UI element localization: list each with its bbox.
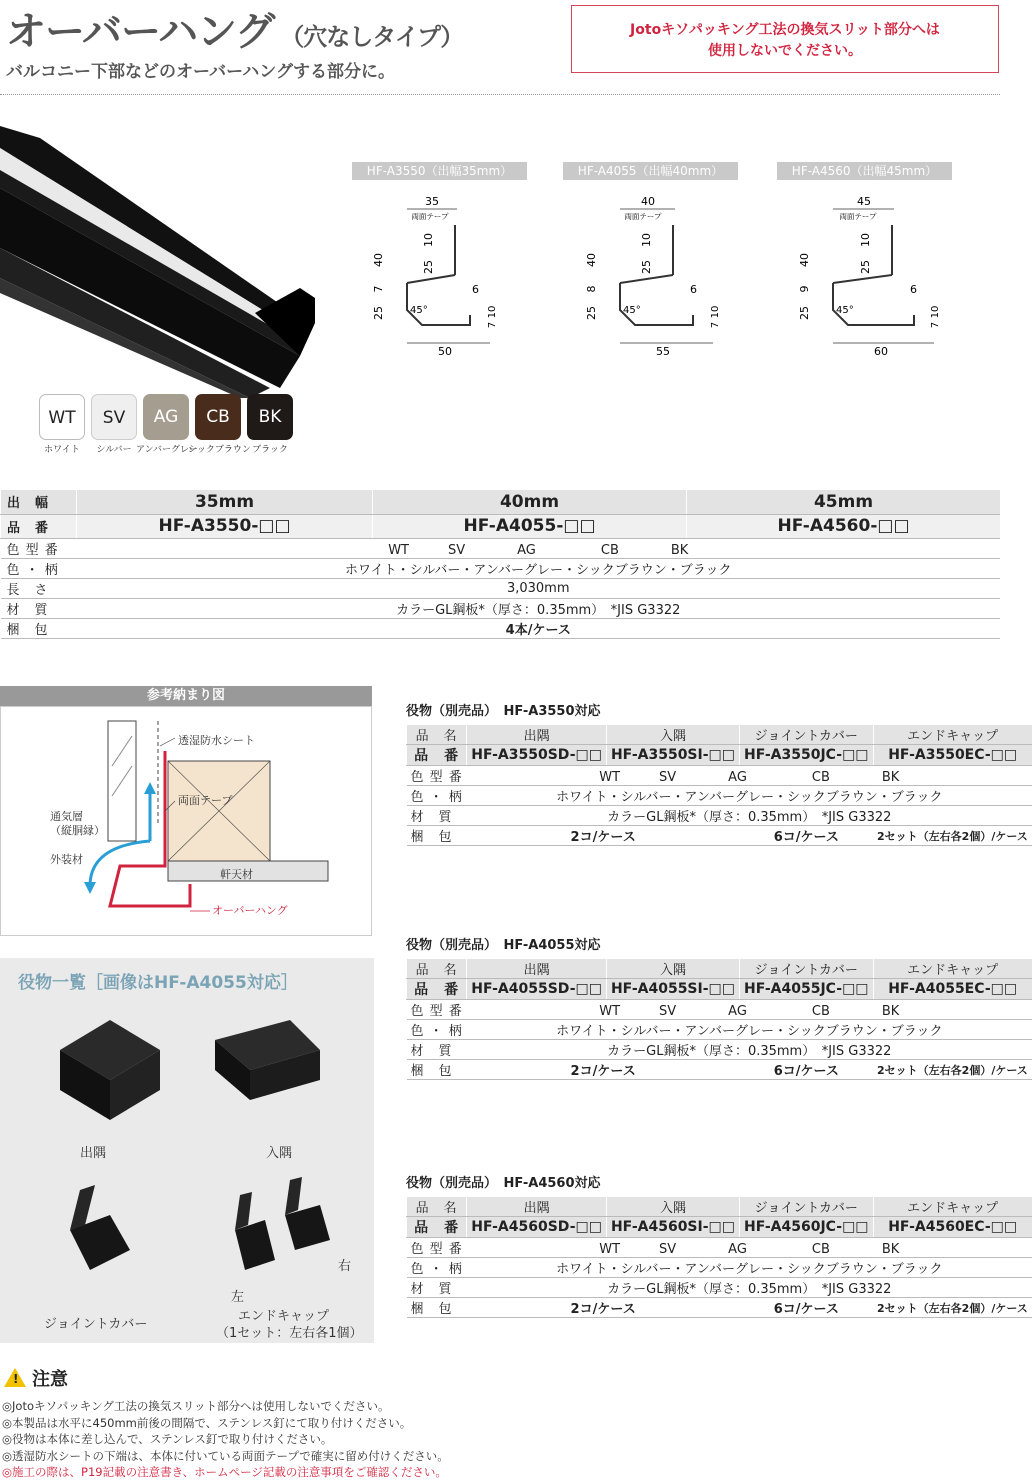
dim-liph2: 10 xyxy=(710,305,721,319)
dim-tapeh: 10 xyxy=(640,233,653,247)
dim-top: 45 xyxy=(857,195,871,208)
code-cell: HF-A4560SI-□□ xyxy=(606,1217,739,1238)
table-row xyxy=(407,745,1032,766)
profile-title: HF-A4560（出幅45mm） xyxy=(777,162,952,180)
reference-title: 参考納まり図 xyxy=(0,686,372,706)
head-cell: 入隅 xyxy=(606,1197,739,1217)
row-value: カラーGL鋼板*（厚さ：0.35mm） *JIS G3322 xyxy=(77,598,1001,618)
row-label: 梱 包 xyxy=(407,1298,467,1318)
head-cell: エンドキャップ xyxy=(873,1197,1032,1217)
row-label: 材 質 xyxy=(407,1040,467,1060)
row-label: 長 さ xyxy=(1,578,77,598)
row-label: 色 ・ 柄 xyxy=(407,786,467,806)
divider xyxy=(0,94,1000,95)
row-value: カラーGL鋼板*（厚さ：0.35mm） *JIS G3322 xyxy=(467,1040,1032,1060)
code-cell: HF-A4055JC-□□ xyxy=(740,979,874,1000)
row-label: 梱 包 xyxy=(407,826,467,846)
pack-cell: 2コ/ケース xyxy=(467,1060,740,1080)
dim-tape: 両面テープ xyxy=(624,212,662,221)
dim-total: 40 xyxy=(585,253,598,267)
row-label: 色 型 番 xyxy=(407,1238,467,1258)
head-cell: エンドキャップ xyxy=(873,959,1032,979)
pack-cell: 2セット（左右各2個）/ケース xyxy=(873,826,1032,846)
dim-tape: 両面テープ xyxy=(839,212,877,221)
dim-lip: 6 xyxy=(910,283,917,296)
acc-table-title: 役物（別売品） HF-A4560対応 xyxy=(406,1176,601,1191)
profile-title: HF-A3550（出幅35mm） xyxy=(352,162,527,180)
table-row xyxy=(407,1197,1032,1217)
table-row xyxy=(407,725,1032,745)
accessories-title: 役物一覧［画像はHF-A4055対応］ xyxy=(18,973,298,993)
row-label: 色 型 番 xyxy=(407,766,467,786)
dim-top: 40 xyxy=(641,195,655,208)
dim-step: 7 xyxy=(372,285,385,293)
dim-step: 8 xyxy=(585,285,598,293)
width-cell: 35mm xyxy=(77,490,373,514)
row-value: ホワイト・シルバー・アンバーグレー・シックブラウン・ブラック xyxy=(467,786,1032,806)
row-label: 品 番 xyxy=(407,745,467,766)
row-label: 色 ・ 柄 xyxy=(407,1258,467,1278)
code-cell: HF-A3550-□□ xyxy=(77,514,373,538)
dim-liph1: 7 xyxy=(710,321,721,329)
caution-item: ◎役物は本体に差し込んで、ステンレス釘で取り付けください。 xyxy=(2,1432,333,1446)
table-row xyxy=(407,959,1032,979)
profile-title: HF-A4055（出幅40mm） xyxy=(563,162,738,180)
row-label: 梱 包 xyxy=(407,1060,467,1080)
table-row xyxy=(407,1238,1032,1258)
caution-item: ◎本製品は水平に450mm前後の間隔で、ステンレス釘にて取り付けください。 xyxy=(2,1415,412,1430)
head-cell: 入隅 xyxy=(606,725,739,745)
dim-tape: 両面テープ xyxy=(411,212,449,221)
product-photo xyxy=(0,118,320,398)
head-cell: 出隅 xyxy=(467,1197,607,1217)
dim-lip: 6 xyxy=(690,283,697,296)
profile-drawing-2 xyxy=(798,195,941,358)
acc-in-caption: 入隅 xyxy=(266,1146,293,1161)
spec-table xyxy=(0,490,1000,639)
dim-liph2: 10 xyxy=(487,305,498,319)
label-sheet: 透湿防水シート xyxy=(178,734,255,747)
pack-cell: 2セット（左右各2個）/ケース xyxy=(873,1298,1032,1318)
head-cell: 出隅 xyxy=(467,725,607,745)
code-cell: HF-A3550EC-□□ xyxy=(873,745,1032,766)
row-label: 品 名 xyxy=(407,959,467,979)
row-value: 3,030mm xyxy=(77,578,1001,598)
acc-table-title: 役物（別売品） HF-A3550対応 xyxy=(406,704,601,719)
row-label: 色 ・ 柄 xyxy=(407,1020,467,1040)
row-label: 出 幅 xyxy=(1,490,77,514)
dim-bottom: 50 xyxy=(438,345,452,358)
table-row xyxy=(407,1000,1032,1020)
pack-cell: 2コ/ケース xyxy=(467,1298,740,1318)
table-row xyxy=(407,1278,1032,1298)
row-label: 梱 包 xyxy=(1,618,77,638)
table-row xyxy=(407,1060,1032,1080)
caution-list xyxy=(2,1398,449,1481)
row-label: 品 名 xyxy=(407,1197,467,1217)
row-label: 材 質 xyxy=(1,598,77,618)
row-label: 品 番 xyxy=(407,1217,467,1238)
caution-title xyxy=(4,1365,68,1391)
row-value: WT SV AG CB BK xyxy=(467,1000,1032,1020)
dim-mid: 25 xyxy=(422,260,435,274)
table-row xyxy=(1,578,1001,598)
warning-line-2: 使用しないでください。 xyxy=(708,43,862,59)
dim-total: 40 xyxy=(798,253,811,267)
swatch-bk xyxy=(247,394,300,455)
row-value: カラーGL鋼板*（厚さ：0.35mm） *JIS G3322 xyxy=(467,806,1032,826)
pack-cell: 2セット（左右各2個）/ケース xyxy=(873,1060,1032,1080)
code-cell: HF-A4055EC-□□ xyxy=(873,979,1032,1000)
warning-line-1: Jotoキソパッキング工法の換気スリット部分へは xyxy=(630,22,940,38)
profile-drawings xyxy=(360,185,980,365)
swatch-name: アンバーグレー xyxy=(136,445,199,455)
profile-a3550 xyxy=(352,162,527,180)
dim-liph2: 10 xyxy=(930,305,941,319)
head-cell: ジョイントカバー xyxy=(740,959,874,979)
acc-left-label: 左 xyxy=(231,1290,245,1305)
caution-item: ◎Jotoキソパッキング工法の換気スリット部分へは使用しないでください。 xyxy=(2,1399,390,1413)
table-row xyxy=(407,766,1032,786)
caution-item-important: ◎施工の際は、P19記載の注意書き、ホームページ記載の注意事項をご確認ください。 xyxy=(2,1465,447,1479)
row-value: カラーGL鋼板*（厚さ：0.35mm） *JIS G3322 xyxy=(467,1278,1032,1298)
dim-mid: 25 xyxy=(859,260,872,274)
row-label: 品 番 xyxy=(1,514,77,538)
dim-angle: 45° xyxy=(623,305,641,316)
row-value: WT SV AG CB BK xyxy=(77,538,1001,558)
table-row xyxy=(407,1298,1032,1318)
profile-drawing-0 xyxy=(372,195,498,358)
code-cell: HF-A4055-□□ xyxy=(373,514,687,538)
code-cell: HF-A3550SI-□□ xyxy=(606,745,739,766)
table-row xyxy=(407,1040,1032,1060)
pack-cell: 6コ/ケース xyxy=(740,826,874,846)
row-label: 品 名 xyxy=(407,725,467,745)
code-cell: HF-A3550JC-□□ xyxy=(740,745,874,766)
swatch-name: シックブラウン xyxy=(188,445,251,455)
table-row xyxy=(407,1020,1032,1040)
code-cell: HF-A4055SI-□□ xyxy=(606,979,739,1000)
swatch-name: ホワイト xyxy=(44,445,80,455)
acc-table-a3550 xyxy=(406,725,1032,846)
acc-joint-caption: ジョイントカバー xyxy=(44,1317,148,1332)
code-cell: HF-A4055SD-□□ xyxy=(467,979,607,1000)
table-row xyxy=(1,618,1001,638)
width-cell: 40mm xyxy=(373,490,687,514)
swatch-name: シルバー xyxy=(96,445,132,455)
head-cell: 入隅 xyxy=(606,959,739,979)
row-label: 色 ・ 柄 xyxy=(1,558,77,578)
acc-table-title: 役物（別売品） HF-A4055対応 xyxy=(406,938,601,953)
acc-out-caption: 出隅 xyxy=(80,1146,107,1161)
head-cell: 出隅 xyxy=(467,959,607,979)
code-cell: HF-A3550SD-□□ xyxy=(467,745,607,766)
swatch-box: AG xyxy=(143,394,189,440)
table-row xyxy=(407,1258,1032,1278)
row-label: 色 型 番 xyxy=(1,538,77,558)
row-value: ホワイト・シルバー・アンバーグレー・シックブラウン・ブラック xyxy=(467,1258,1032,1278)
dim-base: 25 xyxy=(372,306,385,320)
dim-liph1: 7 xyxy=(930,321,941,329)
label-vent: 通気層 xyxy=(50,810,83,823)
swatch-box: CB xyxy=(195,394,241,440)
pack-cell: 2コ/ケース xyxy=(467,826,740,846)
dim-bottom: 60 xyxy=(874,345,888,358)
dim-base: 25 xyxy=(798,306,811,320)
swatch-box: BK xyxy=(247,394,293,440)
profile-a4055 xyxy=(563,162,738,180)
dim-step: 9 xyxy=(798,285,811,293)
row-value: ホワイト・シルバー・アンバーグレー・シックブラウン・ブラック xyxy=(467,1020,1032,1040)
row-label: 材 質 xyxy=(407,1278,467,1298)
caution-title-text: 注意 xyxy=(32,1369,68,1390)
acc-table-a4055 xyxy=(406,959,1032,1080)
acc-right-label: 右 xyxy=(338,1259,352,1274)
acc-endcap-note: （1セット：左右各1個） xyxy=(216,1326,363,1341)
table-row xyxy=(407,786,1032,806)
table-row xyxy=(1,598,1001,618)
profile-a4560 xyxy=(777,162,952,180)
label-tape: 両面テープ xyxy=(178,794,233,807)
row-value: WT SV AG CB BK xyxy=(467,766,1032,786)
dim-base: 25 xyxy=(585,306,598,320)
title-sub: （穴なしタイプ） xyxy=(280,23,464,51)
head-cell: ジョイントカバー xyxy=(740,725,874,745)
width-cell: 45mm xyxy=(687,490,1001,514)
pack-cell: 6コ/ケース xyxy=(740,1298,874,1318)
table-row xyxy=(407,1217,1032,1238)
dim-bottom: 55 xyxy=(656,345,670,358)
table-row xyxy=(1,558,1001,578)
row-value: 4本/ケース xyxy=(77,618,1001,638)
code-cell: HF-A4560-□□ xyxy=(687,514,1001,538)
table-row xyxy=(1,538,1001,558)
row-label: 材 質 xyxy=(407,806,467,826)
dim-tapeh: 10 xyxy=(422,233,435,247)
table-row xyxy=(407,806,1032,826)
table-row xyxy=(1,490,1001,514)
dim-tapeh: 10 xyxy=(859,233,872,247)
label-siding: 外装材 xyxy=(50,853,83,866)
dim-lip: 6 xyxy=(472,283,479,296)
row-label: 品 番 xyxy=(407,979,467,1000)
table-row xyxy=(407,979,1032,1000)
dim-angle: 45° xyxy=(410,305,428,316)
label-overhang: オーバーハング xyxy=(212,904,288,917)
code-cell: HF-A4560JC-□□ xyxy=(740,1217,874,1238)
pack-cell: 6コ/ケース xyxy=(740,1060,874,1080)
acc-endcap-caption: エンドキャップ xyxy=(238,1309,330,1324)
title-main: オーバーハング xyxy=(6,9,275,55)
page-title xyxy=(6,0,463,57)
dim-total: 40 xyxy=(372,253,385,267)
row-value: ホワイト・シルバー・アンバーグレー・シックブラウン・ブラック xyxy=(77,558,1001,578)
head-cell: エンドキャップ xyxy=(873,725,1032,745)
caution-item: ◎透湿防水シートの下端は、本体に付いている両面テープで確実に留め付けください。 xyxy=(2,1448,449,1463)
profile-drawing-1 xyxy=(585,195,721,358)
acc-table-a4560 xyxy=(406,1197,1032,1318)
warning-box xyxy=(571,5,999,73)
dim-angle: 45° xyxy=(836,305,854,316)
table-row xyxy=(1,514,1001,538)
warning-icon: ! xyxy=(4,1368,26,1387)
label-soffit: 軒天材 xyxy=(220,868,253,881)
label-vent2: （縦胴縁） xyxy=(50,824,105,837)
swatch-box: SV xyxy=(91,394,137,440)
code-cell: HF-A4560SD-□□ xyxy=(467,1217,607,1238)
dim-mid: 25 xyxy=(640,260,653,274)
row-value: WT SV AG CB BK xyxy=(467,1238,1032,1258)
dim-liph1: 7 xyxy=(487,321,498,329)
row-label: 色 型 番 xyxy=(407,1000,467,1020)
head-cell: ジョイントカバー xyxy=(740,1197,874,1217)
page-subtitle: バルコニー下部などのオーバーハングする部分に。 xyxy=(6,62,395,82)
code-cell: HF-A4560EC-□□ xyxy=(873,1217,1032,1238)
table-row xyxy=(407,826,1032,846)
swatch-box: WT xyxy=(39,394,85,440)
dim-top: 35 xyxy=(425,195,439,208)
swatch-name: ブラック xyxy=(252,445,288,455)
